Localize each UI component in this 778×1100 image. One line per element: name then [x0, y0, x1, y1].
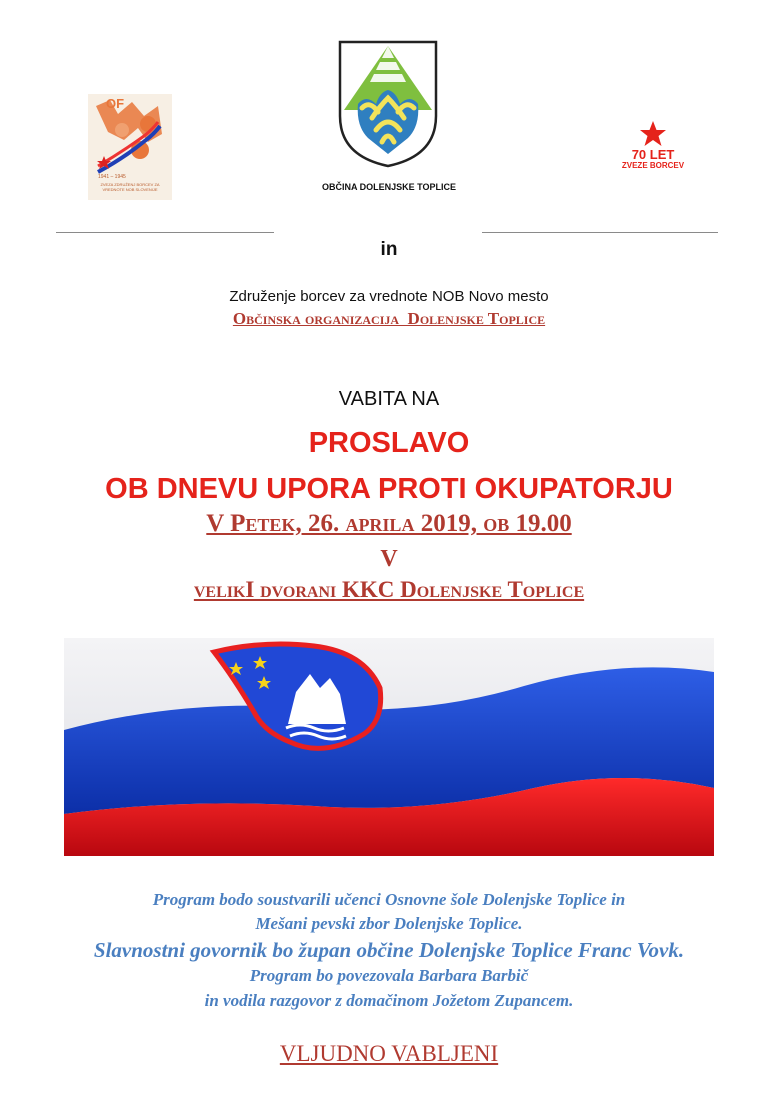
anniversary-logo: [618, 120, 688, 182]
program-line5: in vodila razgovor z domačinom Jožetom Zupancem.: [204, 991, 574, 1010]
invite-heading: VABITA NA: [338, 388, 440, 410]
closing-text: VLJUDNO VABLJENI: [279, 1041, 499, 1066]
flag-graphic: [64, 638, 714, 856]
red-star-icon: [638, 120, 668, 148]
event-title-line2: OB DNEVU UPORA PROTI OKUPATORJU: [105, 473, 673, 505]
organization-line1: Združenje borcev za vrednote NOB Novo mesto: [229, 288, 549, 305]
program-line3: Slavnostni govornik bo župan občine Dolenjske Toplice Franc Vovk.: [93, 938, 685, 962]
municipality-name: OBČINA DOLENJSKE TOPLICE: [321, 182, 456, 192]
left-divider: [56, 232, 274, 233]
of-logo-letters: OF: [106, 96, 125, 111]
municipality-crest: [336, 38, 440, 168]
anniversary-line2: ZVEZE BORCEV: [621, 161, 685, 170]
event-preposition: V: [380, 546, 398, 572]
event-date: V Petek, 26. aprila 2019, ob 19.00: [206, 510, 572, 537]
conjunction-in: in: [380, 239, 398, 260]
event-venue: velikI dvorani KKC Dolenjske Toplice: [193, 577, 585, 602]
program-line4: Program bo povezovala Barbara Barbič: [249, 966, 529, 985]
event-title-line1: PROSLAVO: [308, 427, 470, 459]
anniversary-line1: 70 LET: [631, 147, 675, 162]
program-line1: Program bodo soustvarili učenci Osnovne šole Dolenjske Toplice in: [152, 890, 626, 909]
program-line2: Mešani pevski zbor Dolenjske Toplice.: [255, 914, 523, 933]
right-divider: [482, 232, 718, 233]
slovenian-flag: [64, 638, 714, 856]
crest-graphic: [336, 38, 440, 168]
of-logo-caption: ZVEZA ZDRUŽENJ BORCEV ZA VREDNOTE NOB SLOVENIJE: [100, 182, 160, 192]
organization-line2: Občinska organizacija Dolenjske Toplice: [232, 309, 546, 328]
of-logo-years: 1941 – 1945: [98, 174, 126, 180]
